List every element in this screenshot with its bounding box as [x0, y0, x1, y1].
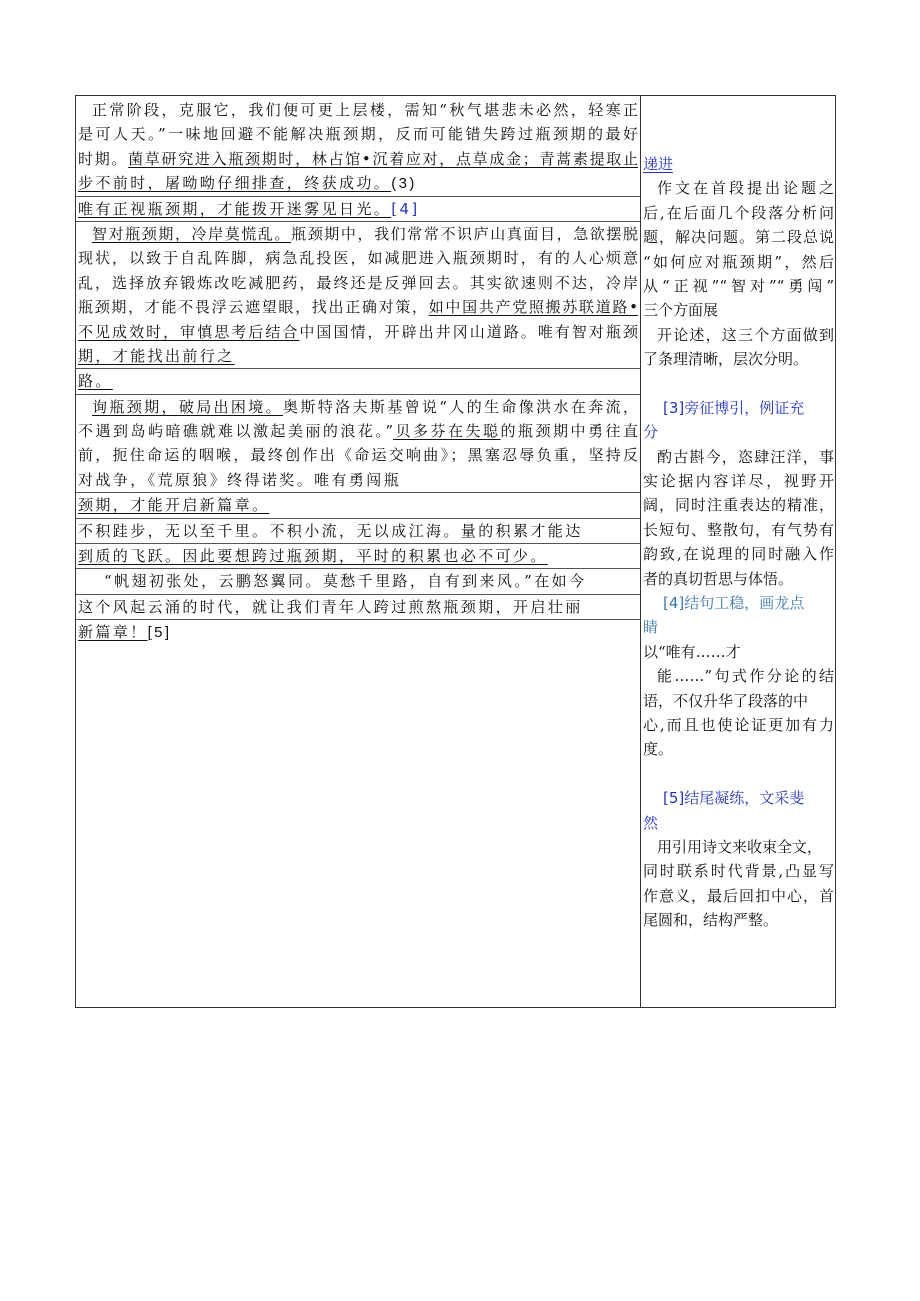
text-segment: 瓶颈期，才能不畏浮云遮望眼，找出正确对策，	[78, 298, 429, 317]
essay-block	[76, 620, 640, 644]
text-segment: “帆翅初张处，云鹏怒翼同。莫愁千里路，自有到来风。”在如今	[104, 572, 587, 591]
commentary-line	[641, 762, 836, 786]
essay-line	[76, 419, 640, 443]
commentary-line	[641, 640, 836, 664]
text-segment: 不见成效时，审慎思考后结合	[78, 322, 300, 341]
text-segment: 是可人天。”一味地回避不能解决瓶颈期，反而可能错失跨过瓶颈期的最好	[78, 125, 638, 144]
commentary-line	[641, 372, 836, 396]
text-segment: 瓶颈期中，我们常常不识庐山真面目，急欲摆脱	[291, 224, 638, 243]
commentary-text: 尾圆和，结构严整。	[643, 911, 779, 930]
essay-block	[76, 519, 640, 544]
commentary-text: 作文在首段提出论题之	[657, 179, 834, 198]
essay-block	[76, 595, 640, 620]
text-segment: 乱，选择放弃锻炼改吃减肥药，最终还是反弹回去。其实欲速则不达，冷岸	[78, 273, 638, 292]
commentary-line	[641, 225, 836, 249]
text-segment: 唯有正视瓶颈期，才能拨开迷雾见日光。	[78, 199, 392, 218]
commentary-text: 度。	[643, 740, 674, 759]
essay-line	[76, 620, 640, 644]
commentary-text: 同时联系时代背景,凸显写	[643, 862, 834, 881]
commentary-line	[641, 274, 836, 298]
commentary-line	[641, 201, 836, 225]
commentary-line	[641, 542, 836, 566]
text-segment: 现状，以致于自乱阵脚，病急乱投医，如减肥进入瓶颈期时，有的人心烦意	[78, 249, 638, 268]
annotation-marker: (3)	[391, 175, 417, 193]
essay-block	[76, 96, 640, 197]
text-segment: 中国国情，开辟出井冈山道路。唯有智对瓶颈	[299, 322, 638, 341]
commentary-text: 语，不仅升华了段落的中	[643, 691, 809, 710]
commentary-heading: 然	[643, 813, 659, 832]
commentary-text: 实论据内容详尽，视野开	[643, 472, 834, 491]
commentary-text: 韵致,在说理的同时融入作	[643, 545, 834, 564]
commentary-text: 题，解决问题。第二段总说	[643, 228, 834, 247]
commentary-text: 阔，同时注重表达的精准，	[643, 496, 834, 515]
commentary-line	[641, 298, 836, 322]
essay-line	[76, 147, 640, 171]
essay-line	[76, 271, 640, 295]
essay-line	[76, 468, 640, 492]
text-segment: 这个风起云涌的时代，就让我们青年人跨过煎熬瓶颈期，开启壮丽	[78, 597, 583, 616]
commentary-text: 作意义，最后回扣中心，首	[643, 886, 834, 905]
text-segment: 不遇到岛屿暗礁就难以激起美丽的浪花。”	[78, 422, 394, 441]
essay-table	[75, 95, 836, 1008]
commentary-line	[641, 884, 836, 908]
essay-line	[76, 519, 640, 543]
commentary-text: 长短句、整散句，有气势有	[643, 520, 834, 539]
commentary-line	[641, 518, 836, 542]
commentary-line	[641, 737, 836, 761]
text-segment: 贝多芬在失聪	[393, 422, 501, 441]
text-segment: 对战争，《荒原狼》终得诺奖。唯有勇闯瓶	[78, 470, 402, 489]
essay-block	[76, 395, 640, 494]
essay-text-column	[76, 96, 641, 1007]
commentary-line	[641, 250, 836, 274]
essay-line	[76, 443, 640, 467]
essay-block	[76, 222, 640, 369]
text-segment: 菌草研究进入瓶颈期时，林占馆•沉着应对，点草成金；青蒿素提取止	[128, 149, 638, 168]
commentary-heading: [3]旁征博引，例证充	[663, 398, 805, 417]
essay-line	[76, 344, 640, 368]
commentary-line	[641, 835, 836, 859]
commentary-text: 用引用诗文来收束全文，	[657, 837, 823, 856]
text-segment: 如中国共产党照搬苏联道路•	[428, 298, 638, 317]
commentary-line	[641, 713, 836, 737]
commentary-line	[641, 323, 836, 347]
commentary-heading: 分	[643, 423, 659, 442]
commentary-line	[641, 591, 836, 615]
commentary-line	[641, 176, 836, 200]
text-segment: 正常阶段，克服它，我们便可更上层楼，需知“秋气堪悲未必然，轻寒正	[92, 101, 638, 119]
text-segment: 路。	[78, 372, 113, 391]
essay-line	[76, 544, 640, 568]
annotation-marker: [5]	[147, 624, 172, 642]
commentary-heading: [4]结句工稳，画龙点	[663, 594, 805, 613]
commentary-column	[641, 152, 836, 933]
essay-line	[76, 320, 640, 344]
essay-line	[76, 295, 640, 319]
commentary-line	[641, 567, 836, 591]
commentary-line	[641, 908, 836, 932]
essay-line	[76, 171, 640, 195]
essay-block	[76, 569, 640, 594]
text-segment: 时期。	[78, 149, 129, 168]
text-segment: 智对瓶颈期，冷岸莫慌乱。	[92, 224, 292, 243]
commentary-heading: 睛	[643, 618, 659, 637]
commentary-text: 酌古斟今，恣肆汪洋，事	[657, 447, 834, 466]
essay-line	[76, 569, 640, 593]
text-segment: 到质的飞跃。因此要想跨过瓶颈期，平时的积累也必不可少。	[78, 547, 548, 566]
essay-line	[76, 395, 640, 419]
commentary-line	[641, 615, 836, 639]
text-segment: 期，才能找出前行之	[78, 346, 235, 365]
commentary-text: “如何应对瓶颈期”，然后	[643, 252, 834, 271]
essay-line	[76, 197, 640, 221]
text-segment: 颈期，才能开启新篇章。	[78, 496, 270, 515]
annotation-marker: [4]	[391, 199, 420, 218]
essay-block	[76, 544, 640, 569]
commentary-line	[641, 445, 836, 469]
essay-block	[76, 197, 640, 222]
commentary-line	[641, 811, 836, 835]
commentary-text: 了条理清晰，层次分明。	[643, 350, 809, 369]
text-segment: 步不前时，屠呦呦仔细排查，终获成功。	[78, 174, 392, 193]
essay-line	[76, 246, 640, 270]
commentary-line	[641, 859, 836, 883]
essay-line	[76, 369, 640, 393]
commentary-text: 能……”句式作分论的结	[657, 667, 834, 686]
commentary-heading: [5]结尾凝练，文采斐	[663, 789, 805, 808]
text-segment: 新篇章！	[78, 623, 148, 642]
text-segment: 询瓶颈期，破局出困境。	[92, 397, 284, 416]
commentary-line	[641, 786, 836, 810]
text-segment: 前，扼住命运的咽喉，最终创作出《命运交响曲》；黑塞忍辱负重，坚持反	[78, 446, 638, 465]
commentary-line	[641, 152, 836, 176]
text-segment: 的瓶颈期中勇往直	[500, 422, 638, 441]
commentary-text: 心,而且也使论证更加有力	[643, 715, 834, 734]
commentary-line	[641, 469, 836, 493]
essay-line	[76, 595, 640, 619]
essay-block	[76, 493, 640, 518]
essay-line	[76, 493, 640, 517]
commentary-text: 从“正视”“智对”“勇闯”	[643, 276, 834, 295]
commentary-text: 者的真切哲思与体悟。	[643, 569, 794, 588]
commentary-text: 三个方面展	[643, 301, 719, 320]
commentary-line	[641, 493, 836, 517]
text-segment: 奥斯特洛夫斯基曾说“人的生命像洪水在奔流，	[283, 397, 638, 416]
commentary-text: 以“唯有……才	[643, 642, 741, 661]
commentary-text: 后,在后面几个段落分析问	[643, 203, 834, 222]
commentary-line	[641, 396, 836, 420]
essay-block	[76, 369, 640, 394]
commentary-text: 开论述，这三个方面做到	[657, 325, 834, 344]
essay-line	[76, 122, 640, 146]
text-segment: 不积跬步，无以至千里。不积小流，无以成江海。量的积累才能达	[78, 521, 583, 540]
commentary-line	[641, 347, 836, 371]
essay-line	[76, 98, 640, 122]
commentary-line	[641, 689, 836, 713]
essay-line	[76, 222, 640, 246]
commentary-heading: 递进	[643, 155, 674, 173]
commentary-line	[641, 420, 836, 444]
commentary-line	[641, 664, 836, 688]
